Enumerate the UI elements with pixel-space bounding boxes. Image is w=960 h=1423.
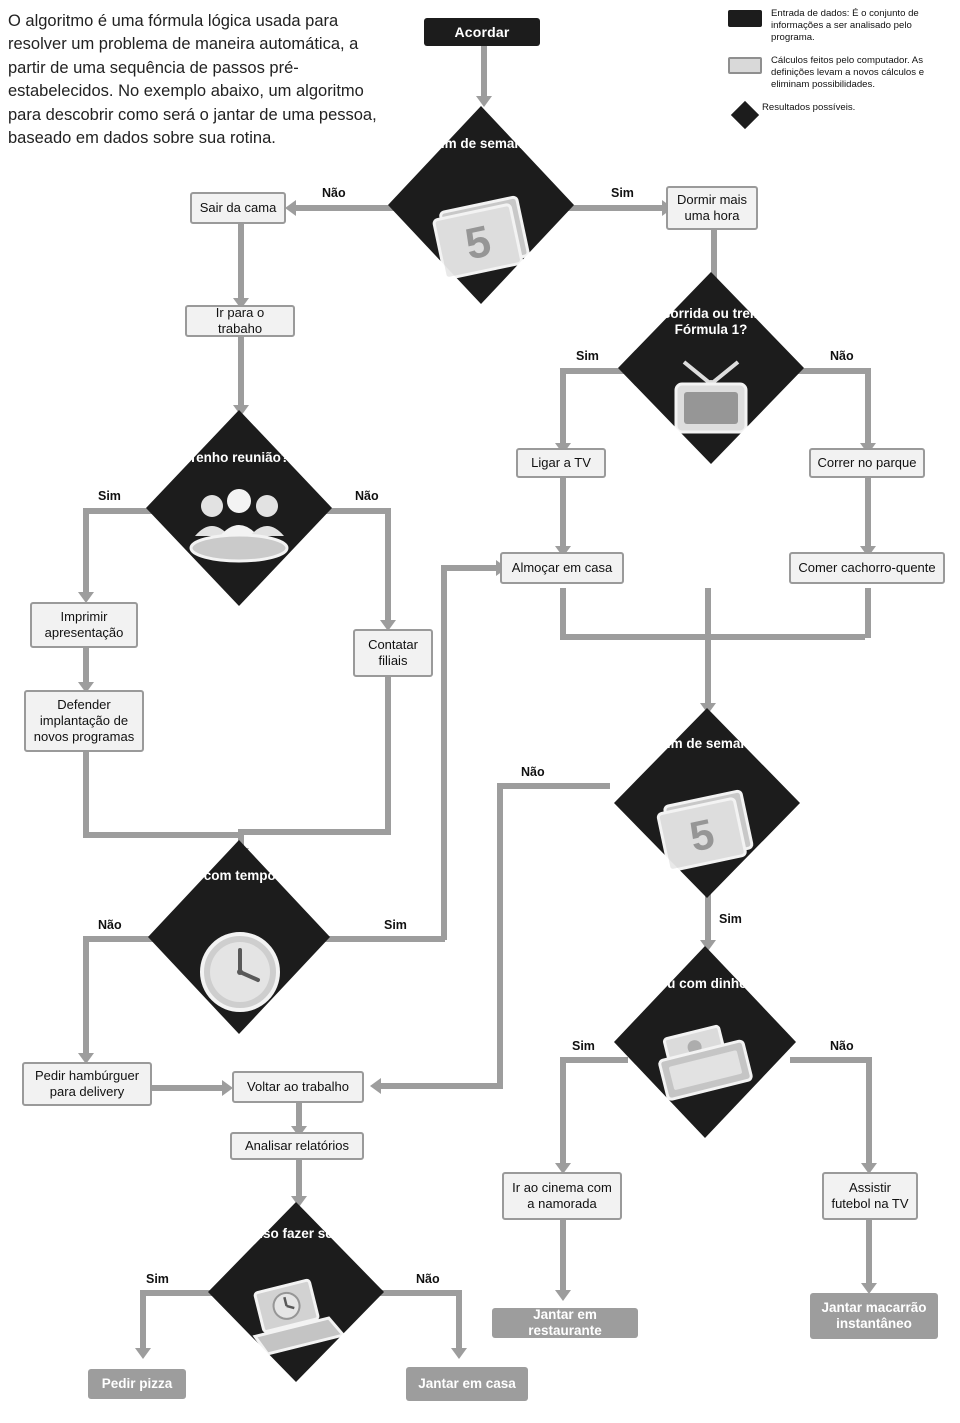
- connector: [560, 1057, 566, 1167]
- connector: [705, 588, 711, 640]
- legend-item-process: [728, 55, 954, 91]
- edge-label-nao: Não: [830, 349, 854, 363]
- connector: [385, 677, 391, 835]
- legend-item-label: Cálculos feitos pelo computador. As definições levam a novos cálculos e eliminam possibilidades.: [771, 55, 925, 91]
- edge-label-sim: Sim: [384, 918, 407, 932]
- grey-rectangle-icon: [728, 57, 762, 74]
- connector: [83, 832, 238, 838]
- connector: [866, 1220, 872, 1288]
- edge-label-nao: Não: [355, 489, 379, 503]
- connector: [83, 752, 89, 838]
- calendar-icon: [430, 194, 540, 280]
- connector: [560, 368, 566, 446]
- connector: [866, 1057, 872, 1167]
- connector: [497, 783, 610, 789]
- laptop-clock-icon: [244, 1276, 348, 1362]
- node-label: Preciso fazer serão?: [229, 1226, 363, 1241]
- meeting-people-icon: [182, 488, 296, 570]
- connector: [83, 936, 89, 1056]
- edge-label-sim: Sim: [98, 489, 121, 503]
- connector: [790, 1057, 872, 1063]
- arrow-icon: [135, 1348, 151, 1359]
- edge-label-nao: Não: [416, 1272, 440, 1286]
- node-ir-ao-cinema[interactable]: Ir ao cinema com a namorada: [502, 1172, 622, 1220]
- connector: [323, 508, 391, 514]
- connector: [560, 1220, 566, 1295]
- connector: [560, 368, 626, 374]
- arrow-icon: [451, 1348, 467, 1359]
- node-label: Tenho reunião?: [188, 450, 290, 465]
- node-result-jantar-em-casa[interactable]: Jantar em casa: [406, 1367, 528, 1401]
- connector: [456, 1290, 462, 1352]
- connector: [441, 565, 499, 571]
- node-defender-implantacao[interactable]: Defender implantação de novos programas: [24, 690, 144, 752]
- edge-label-sim: Sim: [611, 186, 634, 200]
- legend-item-label: Resultados possíveis.: [762, 102, 856, 114]
- connector: [83, 508, 89, 596]
- connector: [865, 588, 871, 638]
- connector: [380, 1290, 462, 1296]
- clock-icon: [194, 926, 286, 1018]
- node-label: Estou com tempo livre?: [162, 868, 316, 883]
- legend-item-result: [728, 102, 954, 125]
- legend: [728, 8, 954, 136]
- node-contatar-filiais[interactable]: Contatar filiais: [353, 629, 433, 677]
- connector: [83, 508, 153, 514]
- connector: [296, 1160, 302, 1200]
- node-voltar-ao-trabalho[interactable]: Voltar ao trabalho: [232, 1071, 364, 1103]
- connector: [481, 46, 487, 98]
- connector: [83, 648, 89, 686]
- connector: [140, 1290, 213, 1296]
- connector: [238, 337, 244, 409]
- connector: [377, 1083, 503, 1089]
- connector: [152, 1085, 225, 1091]
- arrow-icon: [370, 1078, 381, 1094]
- television-icon: [666, 354, 756, 440]
- connector: [560, 477, 566, 549]
- node-label: É fim de semana?: [423, 136, 539, 151]
- node-ir-para-o-trabalho[interactable]: Ir para o trabaho: [185, 305, 295, 337]
- edge-label-nao: Não: [521, 765, 545, 779]
- edge-label-nao: Não: [830, 1039, 854, 1053]
- svg-text:5: 5: [685, 809, 719, 861]
- connector: [560, 588, 566, 638]
- node-correr-no-parque[interactable]: Correr no parque: [809, 448, 925, 478]
- connector: [560, 634, 711, 640]
- node-analisar-relatorios[interactable]: Analisar relatórios: [230, 1132, 364, 1160]
- node-label: É fim de semana?: [649, 736, 765, 751]
- connector: [705, 634, 865, 640]
- edge-label-sim: Sim: [146, 1272, 169, 1286]
- connector: [865, 368, 871, 446]
- connector: [497, 783, 503, 1086]
- edge-label-nao: Não: [98, 918, 122, 932]
- connector: [865, 477, 871, 549]
- connector: [441, 568, 447, 940]
- node-pedir-hamburguer[interactable]: Pedir hambúrguer para delivery: [22, 1062, 152, 1106]
- connector: [140, 1290, 146, 1352]
- calendar-icon: [654, 788, 764, 872]
- node-label: Estou com dinheiro?: [637, 976, 773, 991]
- node-decision-fim-de-semana-2[interactable]: [614, 708, 800, 898]
- connector: [797, 368, 865, 374]
- black-diamond-icon: [731, 101, 759, 129]
- connector: [705, 634, 711, 706]
- node-imprimir-apresentacao[interactable]: Imprimir apresentação: [30, 602, 138, 648]
- node-decision-serao[interactable]: [208, 1202, 384, 1382]
- black-rectangle-icon: [728, 10, 762, 27]
- node-start[interactable]: Acordar: [424, 18, 540, 46]
- node-result-jantar-macarrao[interactable]: Jantar macarrão instantâneo: [810, 1293, 938, 1339]
- legend-item-label: Entrada de dados: É o conjunto de informações a ser analisado pelo programa.: [771, 8, 919, 44]
- edge-label-nao: Não: [322, 186, 346, 200]
- node-decision-dinheiro[interactable]: [614, 946, 796, 1138]
- edge-label-sim: Sim: [576, 349, 599, 363]
- node-label: Tem corrida ou treino de Fórmula 1?: [632, 306, 790, 337]
- node-almocar-em-casa[interactable]: Almoçar em casa: [500, 552, 624, 584]
- node-sair-da-cama[interactable]: Sair da cama: [190, 192, 286, 224]
- connector: [238, 829, 388, 835]
- edge-label-sim: Sim: [572, 1039, 595, 1053]
- node-comer-cachorro-quente[interactable]: Comer cachorro-quente: [789, 552, 945, 584]
- node-ligar-a-tv[interactable]: Ligar a TV: [516, 448, 606, 478]
- connector: [560, 205, 665, 211]
- legend-item-input: [728, 8, 954, 44]
- connector: [323, 936, 445, 942]
- node-result-pedir-pizza[interactable]: Pedir pizza: [88, 1369, 186, 1399]
- node-assistir-futebol[interactable]: Assistir futebol na TV: [822, 1172, 918, 1220]
- node-decision-tenho-reuniao[interactable]: [146, 410, 332, 606]
- intro-paragraph: O algoritmo é uma fórmula lógica usada para resolver um problema de maneira automática, a partir de uma sequência de passos pré-estabelecidos. No exemplo abaixo, um algoritmo para descobrir como será o jantar de uma pessoa, baseado em dados sobre sua rotina.: [8, 12, 377, 148]
- arrow-icon: [285, 200, 296, 216]
- edge-label-sim: Sim: [719, 912, 742, 926]
- connector: [83, 936, 153, 942]
- svg-text:5: 5: [461, 216, 496, 270]
- connector: [238, 224, 244, 302]
- node-decision-fim-de-semana-1[interactable]: [388, 106, 574, 304]
- node-decision-corrida-f1[interactable]: [618, 272, 804, 464]
- node-dormir-mais[interactable]: Dormir mais uma hora: [666, 186, 758, 230]
- node-decision-tempo-livre[interactable]: [148, 840, 330, 1034]
- arrow-icon: [555, 1290, 571, 1301]
- node-result-jantar-restaurante[interactable]: Jantar em restaurante: [492, 1308, 638, 1338]
- connector: [385, 508, 391, 623]
- wallet-money-icon: [652, 1024, 760, 1112]
